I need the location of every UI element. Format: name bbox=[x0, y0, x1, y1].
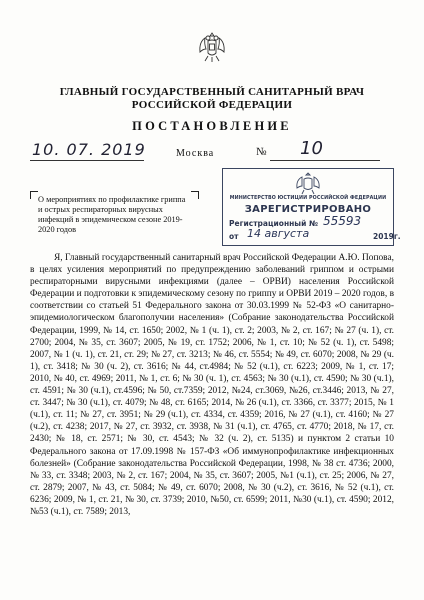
stamp-reg-label: Регистрационный № bbox=[229, 219, 318, 228]
document-number: 10 bbox=[300, 138, 323, 159]
document-subject: О мероприятиях по профилактике гриппа и острых респираторных вирусных инфекций в эпидемическом сезоне 2019-2020 годов bbox=[38, 195, 186, 234]
stamp-registered: ЗАРЕГИСТРИРОВАНО bbox=[244, 204, 372, 215]
stamp-ministry: МИНИСТЕРСТВО ЮСТИЦИИ РОССИЙСКОЙ ФЕДЕРАЦИИ bbox=[229, 196, 387, 201]
subject-bracket-left bbox=[30, 191, 38, 199]
number-underline bbox=[270, 160, 380, 161]
issuer-line2: РОССИЙСКОЙ ФЕДЕРАЦИИ bbox=[131, 99, 293, 111]
issuer-line1: ГЛАВНЫЙ ГОСУДАРСТВЕННЫЙ САНИТАРНЫЙ ВРАЧ bbox=[59, 86, 365, 98]
stamp-reg-date: 14 августа bbox=[247, 227, 310, 240]
stamp-reg-number: 55593 bbox=[323, 214, 362, 228]
document-city: Москва bbox=[176, 148, 215, 159]
stamp-from-label: от bbox=[229, 232, 239, 241]
registration-stamp bbox=[222, 168, 401, 246]
date-underline bbox=[30, 160, 144, 161]
body-paragraph: Я, Главный государственный санитарный врач Российской Федерации А.Ю. Попова, в целях усиления мероприятий по предупреждению заболеваний гриппом и острыми респираторными вирусными инфекциями (далее – ОРВИ) населения Российской Федерации и подготовки к эпидемическому сезону по гриппу и ОРВИ 2019 – 2020 годов, в соответствии со статьей 51 Федерального закона от 30.03.1999 № 52-ФЗ «О санитарно-эпидемиологическом благополучии населения» (Собрание законодательства Российской Федерации, 1999, № 14, ст. 1650; 2002, № 1 (ч. 1), ст. 2; 2003, № 2, ст. 167; № 27 (ч. 1), ст. 2700; 2004, № 35, ст. 3607; 2005, № 19, ст. 1752; 2006, № 1, ст. 10; № 52 (ч. 1), ст. 5498; 2007, № 1 (ч. 1), ст. 21, ст. 29; № 27, ст. 3213; № 46, ст. 5554; № 49, ст. 6070; 2008, № 29 (ч. 1), ст. 3418; № 30 (ч. 2), ст. 3616; № 44, ст.4984; № 52 (ч.1), ст. 6223; 2009, № 1, ст. 17; 2010, № 40, ст. 4969; 2011, № 1, ст. 6; № 30 (ч. 1), ст. 4563; № 30 (ч.1), ст. 4590; № 30 (ч.1), ст. 4591; № 30 (ч.1), ст.4596; № 50, ст.7359; 2012, №24, ст.3069, №26, ст.3446; 2013, № 27, ст. 3447; № 30 (ч.1), ст. 4079; № 48, ст. 6165; 2014, № 26 (ч.1), ст. 3366, ст. 3377; 2015, № 1 (ч.1), ст. 11; № 27, ст. 3951; № 29 (ч.1), ст. 4334, ст. 4359; 2016, № 27 (ч.1), ст. 4160; № 27 (ч.2), ст. 4238; 2017, № 27, ст. 3932, ст. 3938, № 31 (ч.1), ст. 4765, ст. 4770; 2018, № 17, ст. 2430; № 18, ст. 2571; № 30, ст. 4543; № 32 (ч. 2), ст. 5135) и пунктом 2 статьи 10 Федерального закона от 17.09.1998 № 157-ФЗ «Об иммунопрофилактике инфекционных болезней» (Собрание законодательства Российской Федерации, 1998, № 38 ст. 4736; 2000, № 33, ст. 3348; 2003, № 2, ст. 167; 2004, № 35, ст. 3607; 2005, №1 (ч.1), ст. 25; 2006, № 27, ст. 2879; 2007, № 43, ст. 5084; № 49, ст. 6070; 2008, № 30 (ч.2), ст. 3616, № 52 (ч.1), ст. 6236; 2009, № 1, ст. 21, № 30, ст. 3739; 2010, №50, ст. 6599; 2011, №30 (ч.1), ст. 4590; 2012, №53 (ч.1), ст. 7589; 2013, bbox=[30, 253, 394, 517]
coat-of-arms-icon bbox=[197, 30, 227, 64]
document-date: 10. 07. 2019 bbox=[32, 140, 146, 159]
subject-bracket-right bbox=[191, 191, 199, 199]
stamp-emblem-icon bbox=[294, 171, 322, 196]
document-title: ПОСТАНОВЛЕНИЕ bbox=[132, 119, 292, 133]
number-sign: № bbox=[256, 146, 267, 158]
stamp-reg-year: 2019г. bbox=[373, 232, 401, 241]
